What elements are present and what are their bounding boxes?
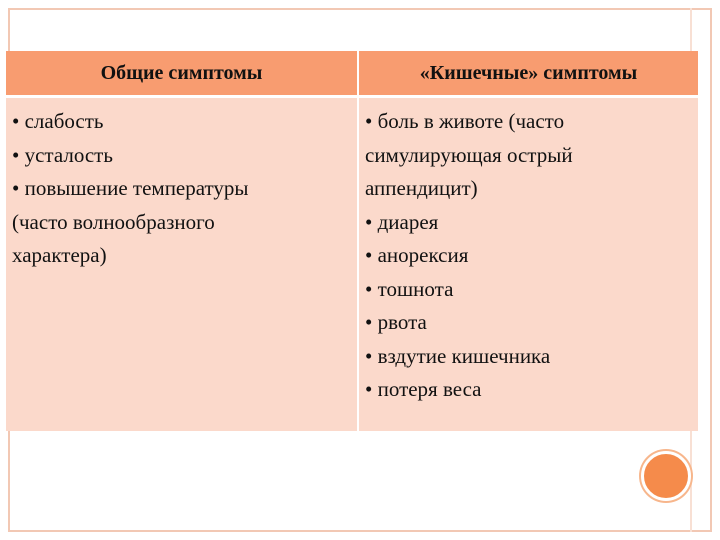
intestinal-symptom-line: • вздутие кишечника	[365, 343, 551, 368]
header-intestinal-symptoms: «Кишечные» симптомы	[358, 51, 698, 97]
slide-frame-bottom	[8, 530, 712, 532]
header-general-symptoms: Общие симптомы	[6, 51, 358, 97]
intestinal-symptoms-cell	[358, 97, 698, 431]
intestinal-symptom-line: аппендицит)	[365, 176, 478, 200]
general-symptom-line: характера)	[12, 243, 107, 267]
intestinal-symptom-line: • потеря веса	[365, 377, 482, 401]
general-symptom-line: • повышение температуры	[12, 176, 249, 200]
intestinal-symptom-line: • диарея	[365, 209, 439, 234]
decorative-circle-icon	[641, 451, 691, 501]
general-symptom-line: • усталость	[12, 142, 113, 167]
intestinal-symptom-line: симулирующая острый	[365, 142, 573, 167]
intestinal-symptom-line: • боль в животе (часто	[365, 109, 565, 133]
slide-frame-top	[8, 8, 712, 10]
symptoms-table	[6, 51, 698, 431]
general-symptoms-cell	[6, 97, 358, 431]
intestinal-symptom-line: • рвота	[365, 310, 427, 334]
table-row	[6, 97, 698, 431]
table-header-row	[6, 51, 698, 97]
general-symptom-line: • слабость	[12, 109, 104, 133]
intestinal-symptom-line: • тошнота	[365, 276, 454, 301]
general-symptom-line: (часто волнообразного	[12, 209, 215, 234]
slide-frame-right	[710, 8, 712, 532]
intestinal-symptom-line: • анорексия	[365, 243, 469, 267]
